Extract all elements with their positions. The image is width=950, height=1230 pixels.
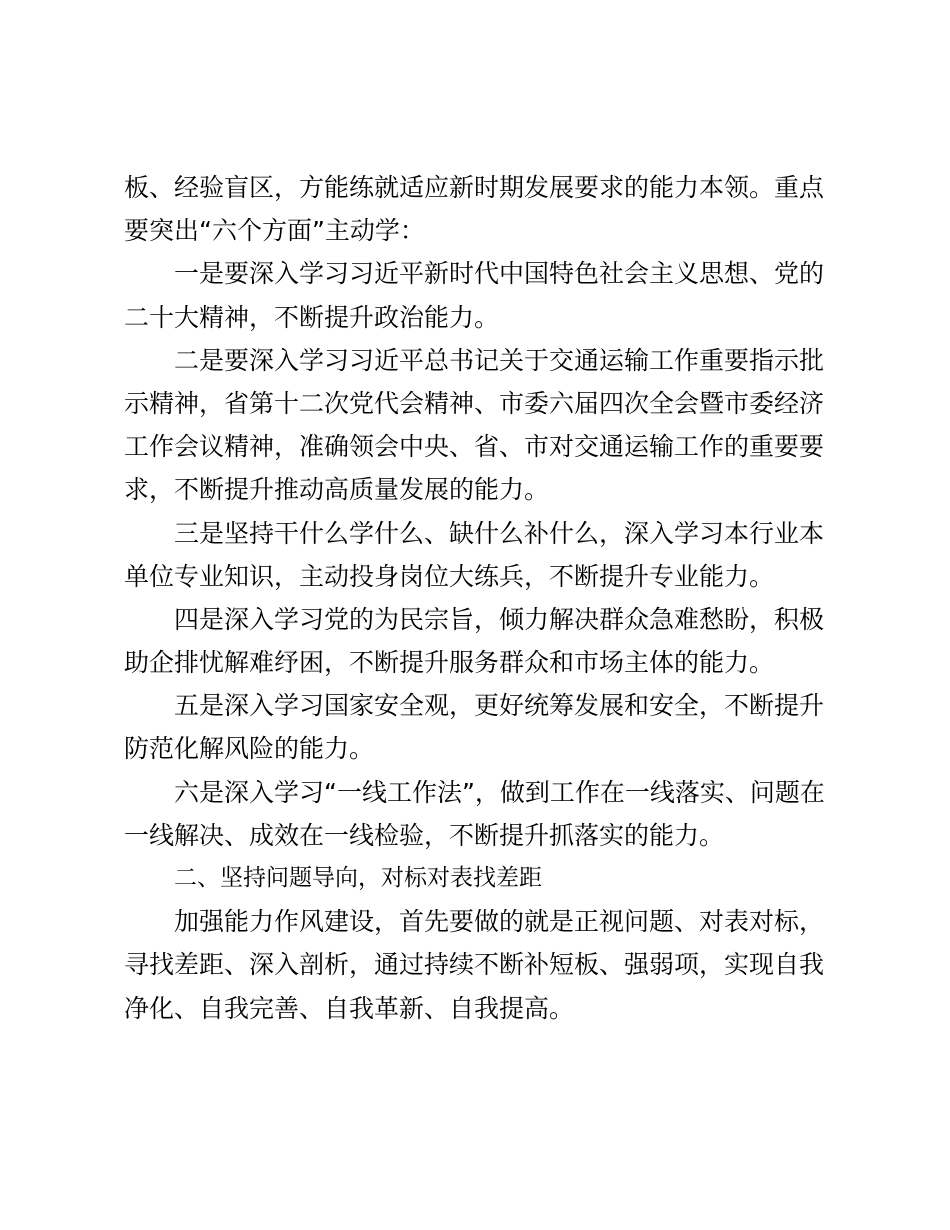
text-line: 净化、自我完善、自我革新、自我提高。 xyxy=(124,993,575,1023)
text-line: 一是要深入学习习近平新时代中国特色社会主义思想、党的 xyxy=(174,259,825,289)
text-line: 要突出“六个方面”主动学： xyxy=(124,216,425,246)
text-line: 四是深入学习党的为民宗旨，倾力解决群众急难愁盼，积极 xyxy=(174,604,825,634)
text-line: 示精神，省第十二次党代会精神、市委六届四次全会暨市委经济 xyxy=(124,388,825,418)
text-line: 单位专业知识，主动投身岗位大练兵，不断提升专业能力。 xyxy=(124,561,775,591)
text-line: 板、经验盲区，方能练就适应新时期发展要求的能力本领。重点 xyxy=(124,173,825,202)
text-line: 寻找差距、深入剖析，通过持续不断补短板、强弱项，实现自我 xyxy=(124,950,825,980)
text-line: 防范化解风险的能力。 xyxy=(124,734,375,764)
section-heading: 二、坚持问题导向，对标对表找差距 xyxy=(174,865,542,891)
text-line: 一线解决、成效在一线检验，不断提升抓落实的能力。 xyxy=(124,820,725,850)
text-line: 工作会议精神，准确领会中央、省、市对交通运输工作的重要要 xyxy=(124,432,825,462)
text-line: 三是坚持干什么学什么、缺什么补什么，深入学习本行业本 xyxy=(174,518,825,548)
document-body xyxy=(124,166,824,1030)
text-line: 六是深入学习“一线工作法”，做到工作在一线落实、问题在 xyxy=(174,777,825,807)
text-line: 求，不断提升推动高质量发展的能力。 xyxy=(124,475,550,505)
text-line: 五是深入学习国家安全观，更好统筹发展和安全，不断提升 xyxy=(174,691,825,721)
text-line: 加强能力作风建设，首先要做的就是正视问题、对表对标， xyxy=(174,907,825,937)
text-line: 二十大精神，不断提升政治能力。 xyxy=(124,302,500,332)
text-line: 二是要深入学习习近平总书记关于交通运输工作重要指示批 xyxy=(174,345,825,375)
text-line: 助企排忧解难纾困，不断提升服务群众和市场主体的能力。 xyxy=(124,648,775,678)
